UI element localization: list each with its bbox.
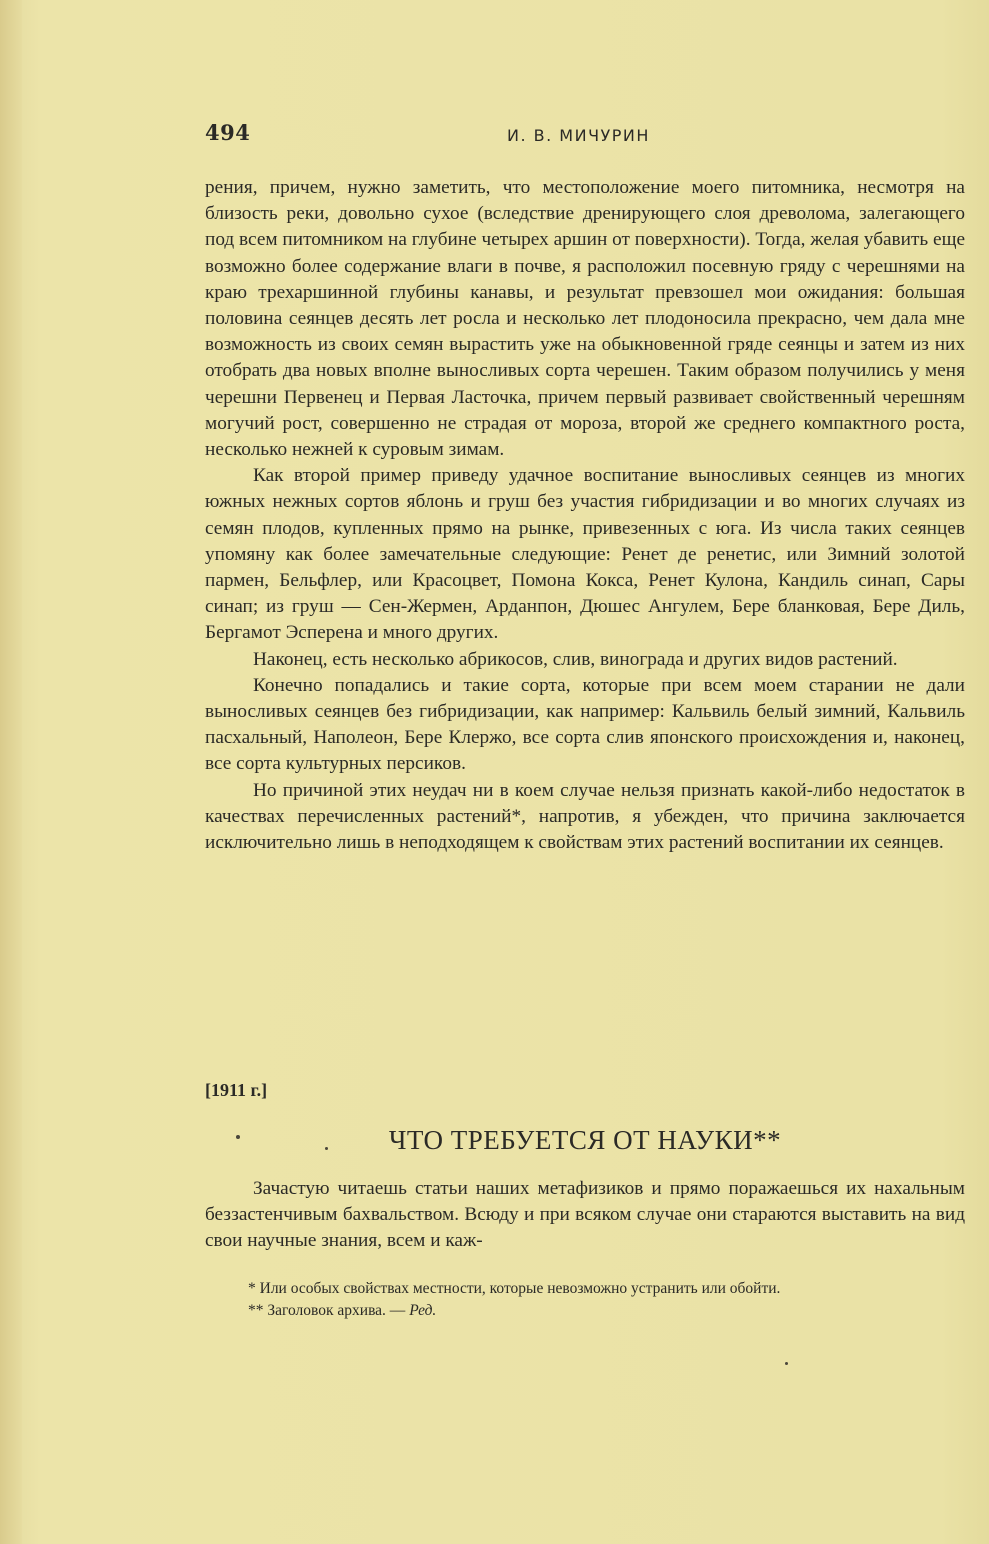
print-speck xyxy=(785,1362,788,1365)
page-header xyxy=(205,120,965,154)
page-number: 494 xyxy=(205,120,251,145)
paragraph-5: Но причиной этих неудач ни в коем случае нельзя признать какой-либо недостаток в качествах перечисленных растений*, напротив, я убежден, что причина заключается исключительно лишь в неподходящем к свойствам этих растений воспитании их сеянцев. xyxy=(205,779,965,854)
article-date: [1911 г.] xyxy=(205,1080,268,1100)
footnote-2 xyxy=(200,1300,965,1322)
footnote-2-text: ** Заголовок архива. — xyxy=(248,1302,410,1319)
running-title: И. В. МИЧУРИН xyxy=(507,126,650,145)
paragraph-3: Наконец, есть несколько абрикосов, слив, винограда и других видов растений. xyxy=(253,648,898,670)
paragraph-1: рения, причем, нужно заметить, что местоположение моего питомника, несмотря на близость реки, довольно сухое (вследствие дренирующего слоя древолома, залегающего под всем питомником на глубине четырех аршин от поверхности). Тогда, желая убавить еще возможно более содержание влаги в почве, я расположил посевную гряду с черешнями на краю трехаршинной глубины канавы, и результат превзошел мои ожидания: большая половина сеянцев десять лет росла и несколько лет плодоносила прекрасно, чем дала мне возможность из своих семян вырастить уже на обыкновенной гряде сеянцы и затем из них отобрать два новых вполне выносливых сорта черешен. Таким образом получились у меня черешни Первенец и Первая Ласточка, причем первый развивает свойственный черешням могучий рост, совершенно не страдая от мороза, второй же среднего компактного роста, несколько нежней к суровым зимам. xyxy=(205,177,965,461)
footnotes xyxy=(200,1278,965,1322)
section-title: ЧТО ТРЕБУЕТСЯ ОТ НАУКИ** xyxy=(388,1125,782,1155)
section-body xyxy=(205,1176,965,1255)
print-speck xyxy=(236,1135,240,1139)
main-text xyxy=(205,175,965,856)
footnote-1: * Или особых свойствах местности, которые невозможно устранить или обойти. xyxy=(248,1280,781,1297)
footnote-2-editor: Ред. xyxy=(409,1302,437,1319)
paragraph-2: Как второй пример приведу удачное воспитание выносливых сеянцев из многих южных нежных сортов яблонь и груш без участия гибридизации и во многих случаях из семян плодов, купленных прямо на рынке, привезенных с юга. Из числа таких сеянцев упомяну как более замечательные следующие: Ренет де ренетис, или Зимний золотой пармен, Бельфлер, или Красоцвет, Помона Кокса, Ренет Кулона, Кандиль синап, Сары синап; из груш — Сен-Жермен, Арданпон, Дюшес Ангулем, Бере бланковая, Бере Диль, Бергамот Эсперена и много других. xyxy=(205,465,965,644)
paragraph-4: Конечно попадались и такие сорта, которые при всем моем старании не дали выносливых сеянцев без гибридизации, как например: Кальвиль белый зимний, Кальвиль пасхальный, Наполеон, Бере Клержо, все сорта слив японского происхождения и, наконец, все сорта культурных персиков. xyxy=(205,674,965,775)
section-paragraph: Зачастую читаешь статьи наших метафизиков и прямо поражаешься их нахальным беззастенчивым бахвальством. Всюду и при всяком случае они стараются выставить на вид свои научные знания, всем и каж- xyxy=(205,1178,965,1252)
page-edge xyxy=(0,0,22,1544)
print-speck xyxy=(325,1147,328,1150)
